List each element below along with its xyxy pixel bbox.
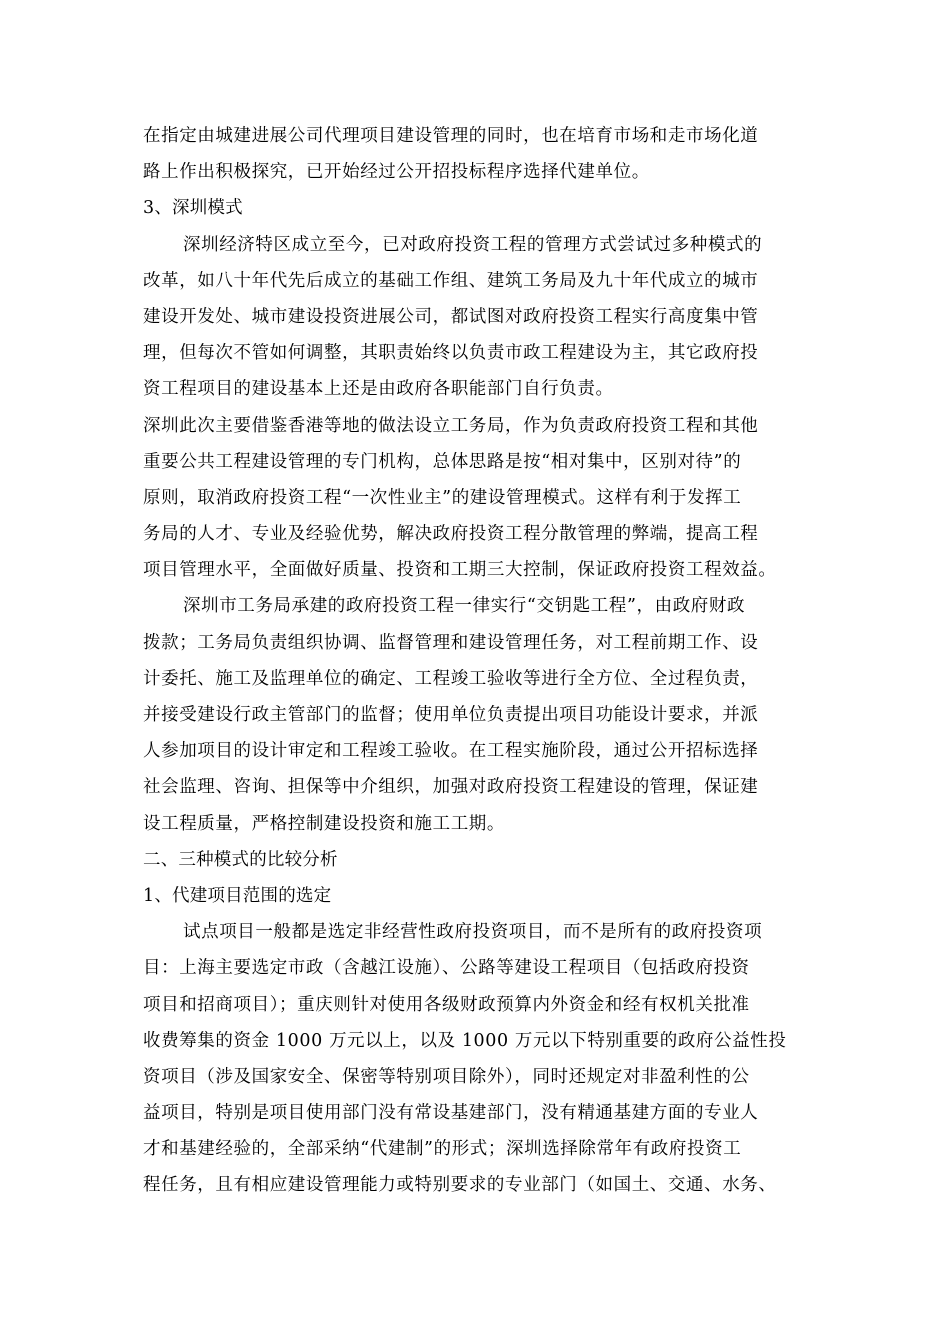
text-line: 在指定由城建进展公司代理项目建设管理的同时，也在培育市场和走市场化道	[143, 126, 759, 146]
text-line: 路上作出积极探究，已开始经过公开招投标程序选择代建单位。	[143, 162, 650, 183]
text-line: 理，但每次不管如何调整，其职责始终以负责市政工程建设为主，其它政府投	[143, 343, 759, 364]
text-line: 深圳此次主要借鉴香港等地的做法设立工务局，作为负责政府投资工程和其他	[143, 415, 759, 436]
text-line: 收费筹集的资金 1000 万元以上，以及 1000 万元以下特别重要的政府公益性投	[143, 1030, 787, 1051]
section-heading: 1、代建项目范围的选定	[143, 885, 332, 906]
text-line: 人参加项目的设计审定和工程竣工验收。在工程实施阶段，通过公开招标选择	[143, 741, 759, 762]
section-heading: 二、三种模式的比较分析	[143, 849, 338, 870]
text-line: 试点项目一般都是选定非经营性政府投资项目，而不是所有的政府投资项	[183, 922, 763, 943]
text-line: 并接受建设行政主管部门的监督；使用单位负责提出项目功能设计要求，并派	[143, 705, 759, 725]
text-line: 资工程项目的建设基本上还是由政府各职能部门自行负责。	[143, 379, 614, 400]
text-line: 改革，如八十年代先后成立的基础工作组、建筑工务局及九十年代成立的城市	[143, 270, 759, 291]
text-line: 益项目，特别是项目使用部门没有常设基建部门，没有精通基建方面的专业人	[143, 1103, 759, 1124]
text-line: 重要公共工程建设管理的专门机构，总体思路是按“相对集中，区别对待”的	[143, 451, 742, 472]
document-body	[143, 118, 821, 1204]
text-line: 深圳经济特区成立至今，已对政府投资工程的管理方式尝试过多种模式的	[183, 234, 763, 255]
text-line: 深圳市工务局承建的政府投资工程一律实行“交钥匙工程”，由政府财政	[183, 596, 746, 617]
text-line: 目：上海主要选定市政（含越江设施）、公路等建设工程项目（包括政府投资	[143, 958, 750, 979]
text-line: 项目管理水平，全面做好质量、投资和工期三大控制，保证政府投资工程效益。	[143, 560, 777, 581]
text-line: 项目和招商项目）；重庆则针对使用各级财政预算内外资金和经有权机关批准	[143, 994, 750, 1015]
text-line: 程任务，且有相应建设管理能力或特别要求的专业部门（如国土、交通、水务、	[143, 1175, 777, 1196]
text-line: 建设开发处、城市建设投资进展公司，都试图对政府投资工程实行高度集中管	[143, 306, 759, 327]
text-line: 拨款；工务局负责组织协调、监督管理和建设管理任务，对工程前期工作、设	[143, 632, 759, 653]
text-line: 计委托、施工及监理单位的确定、工程竣工验收等进行全方位、全过程负责，	[143, 668, 759, 689]
text-line: 原则，取消政府投资工程“一次性业主”的建设管理模式。这样有利于发挥工	[143, 487, 742, 508]
text-line: 务局的人才、专业及经验优势，解决政府投资工程分散管理的弊端，提高工程	[143, 524, 759, 545]
text-line: 设工程质量，严格控制建设投资和施工工期。	[143, 813, 505, 834]
text-line: 才和基建经验的，全部采纳“代建制”的形式；深圳选择除常年有政府投资工	[143, 1139, 742, 1160]
section-heading: 3、深圳模式	[143, 198, 243, 219]
text-line: 社会监理、咨询、担保等中介组织，加强对政府投资工程建设的管理，保证建	[143, 777, 759, 798]
text-line: 资项目（涉及国家安全、保密等特别项目除外），同时还规定对非盈利性的公	[143, 1066, 750, 1087]
